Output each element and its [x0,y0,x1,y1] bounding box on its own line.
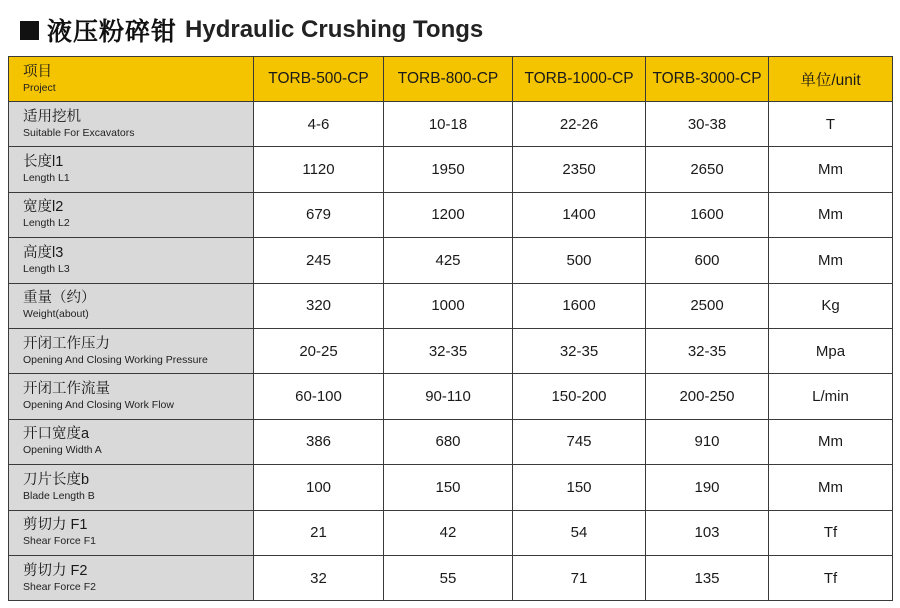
value-cell: 150 [384,465,513,510]
unit-cell: Mm [769,147,893,192]
row-label-en: Opening Width A [23,444,102,457]
title-chinese: 液压粉碎钳 [47,18,178,46]
value-cell: 10-18 [384,102,513,147]
row-label-cell [9,374,254,419]
value-cell: 1000 [384,283,513,328]
table-row [9,465,893,510]
value-cell: 425 [384,238,513,283]
row-label-en: Shear Force F1 [23,535,96,548]
value-cell: 30-38 [646,102,769,147]
value-cell: 1950 [384,147,513,192]
row-label-cell [9,465,254,510]
table-row [9,555,893,600]
table-row [9,102,893,147]
value-cell: 90-110 [384,374,513,419]
header-row [9,57,893,102]
row-label-cell [9,238,254,283]
row-label-cn: 重量（约） [23,290,96,307]
value-cell: 320 [254,283,384,328]
row-label-cn: 刀片长度b [23,471,90,488]
page-title [20,14,483,46]
header-model: TORB-1000-CP [513,57,646,102]
unit-cell: Tf [769,510,893,555]
row-label-cell [9,192,254,237]
unit-cell: L/min [769,374,893,419]
value-cell: 32-35 [384,328,513,373]
value-cell: 4-6 [254,102,384,147]
table-row [9,419,893,464]
table-row [9,374,893,419]
value-cell: 2500 [646,283,769,328]
value-cell: 910 [646,419,769,464]
row-label-cell [9,147,254,192]
unit-cell: Mm [769,465,893,510]
unit-cell: Mpa [769,328,893,373]
row-label-en: Length L2 [23,217,70,230]
row-label-cell [9,283,254,328]
table-row [9,510,893,555]
value-cell: 190 [646,465,769,510]
row-label-cell [9,510,254,555]
row-label-cn: 宽度l2 [23,199,64,216]
value-cell: 1600 [513,283,646,328]
value-cell: 1120 [254,147,384,192]
value-cell: 1600 [646,192,769,237]
row-label-en: Suitable For Excavators [23,126,135,139]
row-label-en: Weight(about) [23,308,89,321]
header-project-cn: 项目 [23,63,52,80]
value-cell: 680 [384,419,513,464]
row-label-cell [9,555,254,600]
row-label-cn: 开闭工作流量 [23,381,110,398]
value-cell: 500 [513,238,646,283]
value-cell: 600 [646,238,769,283]
value-cell: 55 [384,555,513,600]
row-label-cn: 适用挖机 [23,108,81,125]
value-cell: 1200 [384,192,513,237]
title-square-icon [20,21,39,40]
value-cell: 100 [254,465,384,510]
header-unit: 单位/unit [769,57,893,102]
row-label-cn: 剪切力 F1 [23,517,88,534]
row-label-cell [9,102,254,147]
table-row [9,328,893,373]
row-label-en: Opening And Closing Working Pressure [23,353,208,366]
row-label-cn: 长度l1 [23,154,64,171]
value-cell: 150-200 [513,374,646,419]
value-cell: 1400 [513,192,646,237]
value-cell: 150 [513,465,646,510]
header-model: TORB-500-CP [254,57,384,102]
value-cell: 2650 [646,147,769,192]
value-cell: 245 [254,238,384,283]
unit-cell: Mm [769,238,893,283]
value-cell: 32-35 [646,328,769,373]
value-cell: 2350 [513,147,646,192]
header-project-cell [9,57,254,102]
table-row [9,147,893,192]
value-cell: 135 [646,555,769,600]
row-label-cn: 开闭工作压力 [23,335,110,352]
header-project-en: Project [23,81,56,94]
value-cell: 42 [384,510,513,555]
row-label-en: Length L1 [23,172,70,185]
row-label-en: Opening And Closing Work Flow [23,399,174,412]
value-cell: 745 [513,419,646,464]
row-label-cell [9,419,254,464]
spec-table [8,56,893,601]
value-cell: 22-26 [513,102,646,147]
title-english: Hydraulic Crushing Tongs [185,16,484,43]
header-model: TORB-3000-CP [646,57,769,102]
value-cell: 71 [513,555,646,600]
row-label-cn: 高度l3 [23,244,64,261]
value-cell: 54 [513,510,646,555]
row-label-cn: 剪切力 F2 [23,562,88,579]
unit-cell: Mm [769,419,893,464]
row-label-en: Blade Length B [23,489,95,502]
value-cell: 32 [254,555,384,600]
value-cell: 60-100 [254,374,384,419]
value-cell: 386 [254,419,384,464]
unit-cell: Mm [769,192,893,237]
value-cell: 103 [646,510,769,555]
table-row [9,238,893,283]
value-cell: 32-35 [513,328,646,373]
row-label-en: Shear Force F2 [23,580,96,593]
unit-cell: Kg [769,283,893,328]
value-cell: 679 [254,192,384,237]
table-row [9,192,893,237]
value-cell: 200-250 [646,374,769,419]
row-label-en: Length L3 [23,262,70,275]
value-cell: 20-25 [254,328,384,373]
unit-cell: T [769,102,893,147]
header-model: TORB-800-CP [384,57,513,102]
table-row [9,283,893,328]
row-label-cn: 开口宽度a [23,426,90,443]
unit-cell: Tf [769,555,893,600]
row-label-cell [9,328,254,373]
value-cell: 21 [254,510,384,555]
